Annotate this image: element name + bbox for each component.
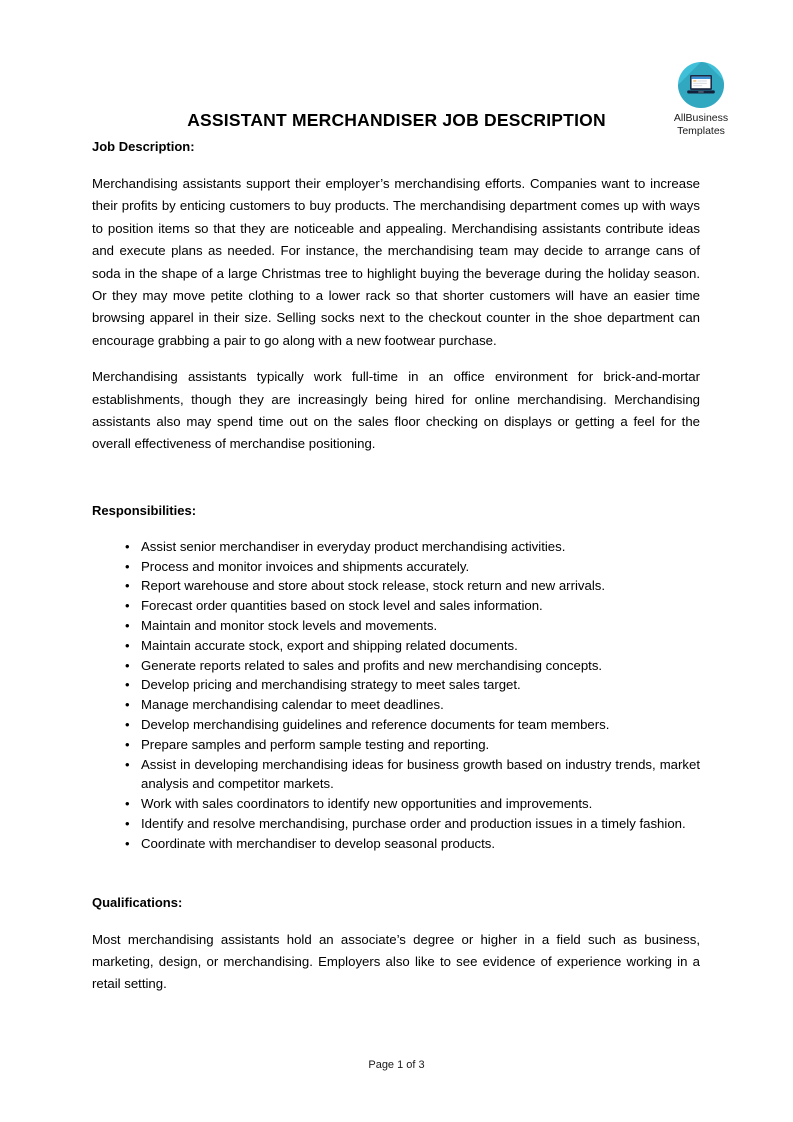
bullet-icon: • [125, 796, 130, 812]
list-item-text: Develop merchandising guidelines and reference documents for team members. [141, 717, 610, 733]
brand-name-line1: AllBusiness [673, 112, 729, 124]
list-item [92, 537, 700, 557]
bullet-icon: • [125, 598, 130, 614]
bullet-icon: • [125, 618, 130, 634]
bullet-icon: • [125, 717, 130, 733]
list-item [92, 656, 700, 676]
bullet-icon: • [125, 578, 130, 594]
section-heading-qualifications: Qualifications: [92, 894, 183, 910]
job-description-paragraph-2: Merchandising assistants typically work full-time in an office environment for brick-and-mortar establishments, though they are increasingly being hired for online merchandising. Merchandising assistants also may spend time out on the sales floor checking on displays or getting a feel for the overall effectiveness of merchandise positioning. [92, 369, 700, 452]
list-item [92, 596, 700, 616]
list-item-text: Maintain and monitor stock levels and movements. [141, 618, 438, 634]
section-heading-responsibilities: Responsibilities: [92, 502, 197, 518]
list-item-text: Develop pricing and merchandising strategy to meet sales target. [141, 677, 521, 693]
bullet-icon: • [125, 697, 130, 713]
list-item-text: Generate reports related to sales and profits and new merchandising concepts. [141, 657, 603, 673]
laptop-icon [686, 74, 716, 96]
list-item [92, 557, 700, 577]
bullet-icon: • [125, 816, 130, 832]
bullet-icon: • [125, 558, 130, 574]
section-heading-job-description: Job Description: [92, 139, 195, 154]
laptop-in-circle-icon [678, 62, 724, 108]
bullet-icon: • [125, 677, 130, 693]
list-item [92, 715, 700, 735]
bullet-icon: • [125, 538, 130, 554]
qualifications-paragraph: Most merchandising assistants hold an associate’s degree or higher in a field such as business, marketing, design, or merchandising. Employers also like to see evidence of experience working in a retail setting. [92, 931, 700, 992]
list-item-text: Forecast order quantities based on stock level and sales information. [141, 598, 543, 614]
list-item-text: Prepare samples and perform sample testing and reporting. [141, 736, 490, 752]
list-item-text: Assist senior merchandiser in everyday product merchandising activities. [141, 538, 566, 554]
list-item [92, 695, 700, 715]
brand-name-line2: Templates [677, 124, 725, 137]
list-item [92, 794, 700, 814]
list-item-text: Assist in developing merchandising ideas for business growth based on industry trends, market analysis and competitor markets. [141, 756, 700, 792]
page-title: ASSISTANT MERCHANDISER JOB DESCRIPTION [187, 110, 606, 130]
list-item-text: Coordinate with merchandiser to develop seasonal products. [141, 835, 496, 851]
page-footer: Page 1 of 3 [368, 1059, 425, 1071]
list-item-text: Maintain accurate stock, export and shipping related documents. [141, 637, 518, 653]
list-item-text: Work with sales coordinators to identify new opportunities and improvements. [141, 796, 593, 812]
list-item-text: Process and monitor invoices and shipments accurately. [141, 558, 470, 574]
bullet-icon: • [125, 736, 130, 752]
bullet-icon: • [125, 835, 130, 851]
document-body [92, 138, 700, 996]
list-item [92, 834, 700, 854]
bullet-icon: • [125, 657, 130, 673]
list-item [92, 735, 700, 755]
list-item [92, 576, 700, 596]
job-description-paragraph-1: Merchandising assistants support their employer’s merchandising efforts. Companies want to increase their profits by enticing customers to buy products. The merchandising department comes up with ways to position items so that they are noticeable and appealing. Merchandising assistants contribute ideas and execute plans as needed. For instance, the merchandising team may decide to arrange cans of soda in the shape of a large Christmas tree to highlight buying the beverage during the holiday season. Or they may move petite clothing to a lower rack so that shorter customers will have an easier time browsing apparel in their size. Selling socks next to the checkout counter in the shoe department can encourage grabbing a pair to go along with a new footwear purchase. [92, 176, 700, 348]
responsibilities-list [92, 537, 700, 854]
list-item [92, 755, 700, 795]
list-item-text: Manage merchandising calendar to meet deadlines. [141, 697, 444, 713]
list-item [92, 675, 700, 695]
list-item [92, 636, 700, 656]
list-item [92, 814, 700, 834]
bullet-icon: • [125, 637, 130, 653]
list-item-text: Report warehouse and store about stock release, stock return and new arrivals. [141, 578, 606, 594]
list-item [92, 616, 700, 636]
list-item-text: Identify and resolve merchandising, purchase order and production issues in a timely fashion. [141, 816, 686, 832]
bullet-icon: • [125, 756, 130, 772]
